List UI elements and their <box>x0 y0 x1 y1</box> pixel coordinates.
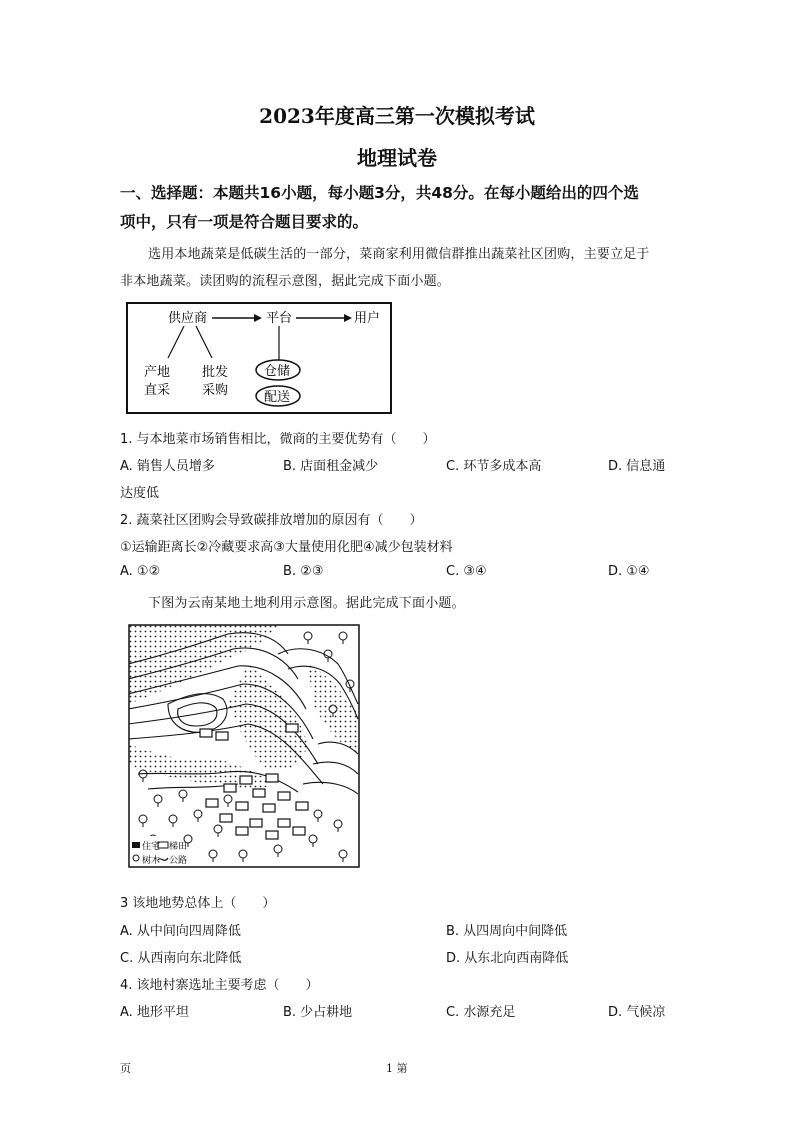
flowchart-supplier-label: 供应商 <box>168 311 208 326</box>
q2-statements: ①运输距离长②冷藏要求高③大量使用化肥④减少包装材料 <box>120 540 453 555</box>
footer-page-number: 1 第 <box>386 1062 408 1075</box>
q1-option-d: D. 信息通 <box>608 459 666 474</box>
q4-option-c: C. 水源充足 <box>446 1005 516 1020</box>
q3-option-d: D. 从东北向西南降低 <box>446 951 569 966</box>
flowchart-user-label: 用户 <box>354 311 381 326</box>
flowchart-delivery-label: 配送 <box>264 390 291 405</box>
land-use-map <box>128 624 360 868</box>
q3-option-c: C. 从西南向东北降低 <box>120 951 242 966</box>
q4-option-b: B. 少占耕地 <box>283 1005 353 1020</box>
section-heading-line1: 一、选择题：本题共16小题，每小题3分，共48分。在每小题给出的四个选 <box>120 184 639 202</box>
q3-stem: 3 该地地势总体上（ ） <box>120 896 276 911</box>
legend-house-label: 住宅 <box>142 842 161 852</box>
passage1-line1: 选用本地蔬菜是低碳生活的一部分，菜商家利用微信群推出蔬菜社区团购，主要立足于 <box>148 247 650 262</box>
q2-stem: 2. 蔬菜社区团购会导致碳排放增加的原因有（ ） <box>120 513 423 528</box>
passage1-line2: 非本地蔬菜。读团购的流程示意图，据此完成下面小题。 <box>120 274 451 289</box>
section-heading-line2: 项中，只有一项是符合题目要求的。 <box>120 213 369 231</box>
group-buying-flowchart <box>126 302 392 414</box>
flowchart-storage-label: 仓储 <box>264 364 291 379</box>
flowchart-wholesale-2: 采购 <box>202 383 229 398</box>
flowchart-origin-2: 直采 <box>144 383 171 398</box>
q3-option-a: A. 从中间向四周降低 <box>120 924 241 939</box>
passage2: 下图为云南某地土地利用示意图。据此完成下面小题。 <box>148 596 465 611</box>
q2-option-a: A. ①② <box>120 564 161 579</box>
flowchart-wholesale-1: 批发 <box>202 365 229 380</box>
q2-option-c: C. ③④ <box>446 564 487 579</box>
q1-option-b: B. 店面租金减少 <box>283 459 379 474</box>
legend-tree-label: 树木 <box>142 856 161 866</box>
q1-stem: 1. 与本地菜市场销售相比，微商的主要优势有（ ） <box>120 432 436 447</box>
q2-option-d: D. ①④ <box>608 564 650 579</box>
flowchart-platform-label: 平台 <box>266 311 293 326</box>
legend-terrace-label: 梯田 <box>169 842 188 852</box>
q4-option-a: A. 地形平坦 <box>120 1005 189 1020</box>
q1-option-a: A. 销售人员增多 <box>120 459 215 474</box>
q4-stem: 4. 该地村寨选址主要考虑（ ） <box>120 978 319 993</box>
legend-road-label: 公路 <box>169 856 188 866</box>
flowchart-origin-1: 产地 <box>144 365 171 380</box>
page-title: 2023年度高三第一次模拟考试 <box>259 104 535 128</box>
q2-option-b: B. ②③ <box>283 564 324 579</box>
q1-option-c: C. 环节多成本高 <box>446 459 542 474</box>
legend-house-icon <box>132 842 140 848</box>
q1-option-d-continued: 达度低 <box>120 486 160 501</box>
page-subtitle: 地理试卷 <box>357 146 437 170</box>
q4-option-d: D. 气候凉 <box>608 1005 666 1020</box>
footer-page-label: 页 <box>120 1062 131 1075</box>
q3-option-b: B. 从四周向中间降低 <box>446 924 568 939</box>
